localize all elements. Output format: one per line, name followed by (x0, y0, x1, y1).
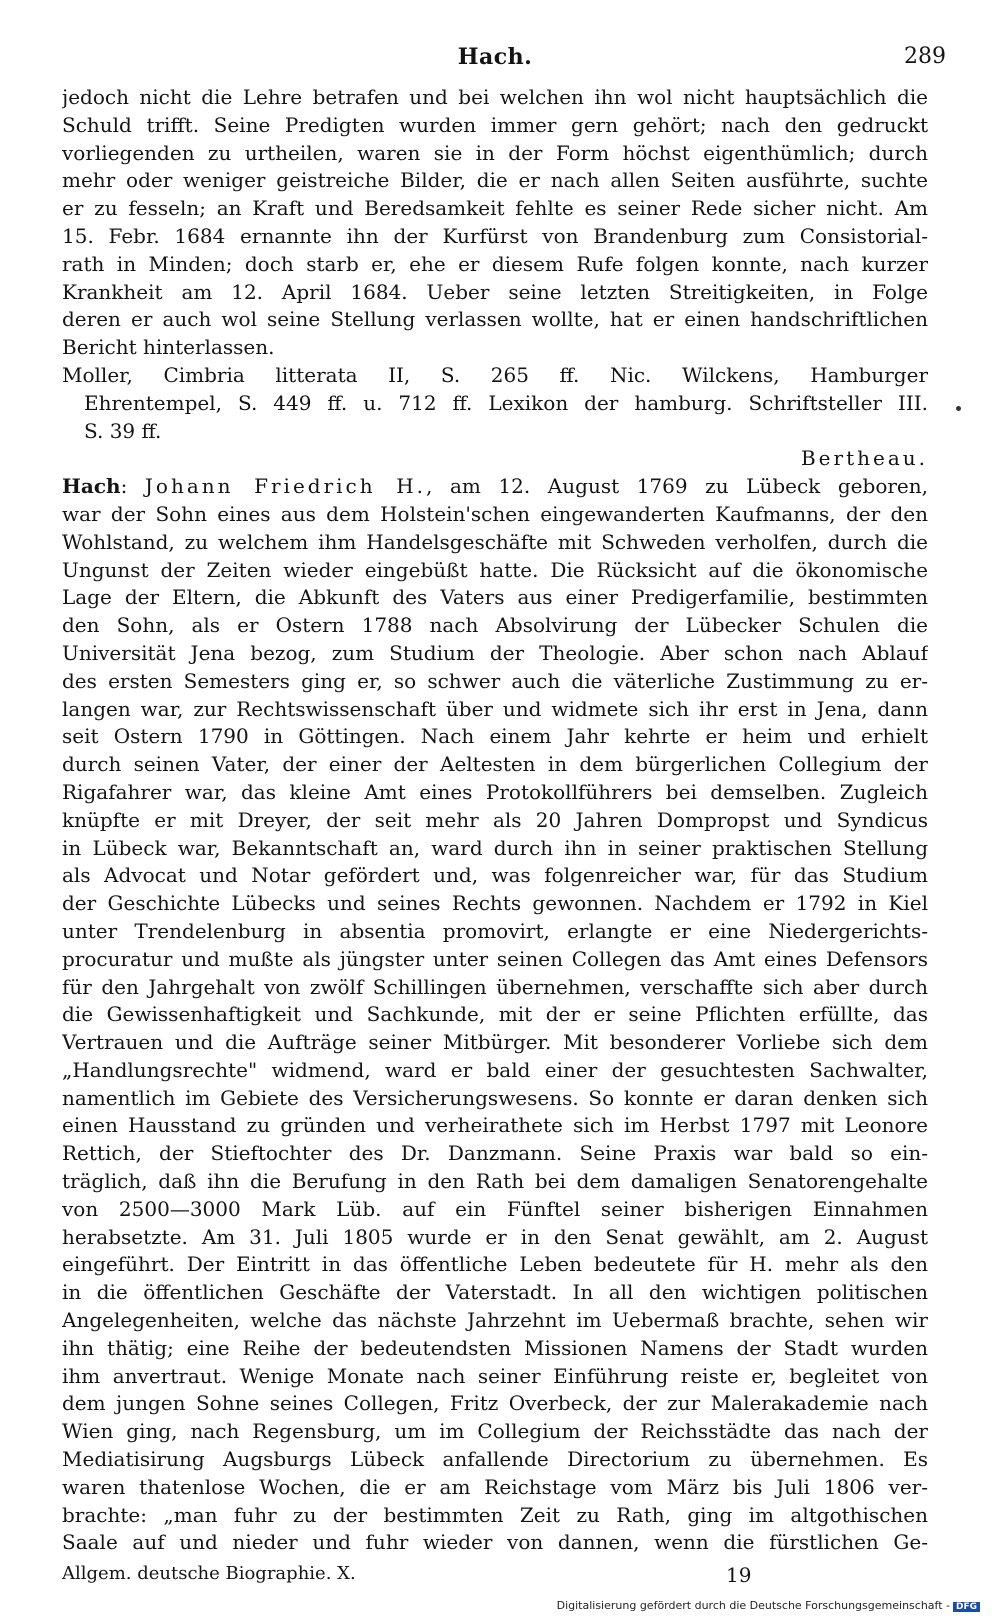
reference-line (62, 418, 928, 446)
text-line: seit Ostern 1790 in Göttingen. Nach einem Jahr kehrte er heim und erhielt (62, 724, 928, 749)
page-header (62, 36, 946, 84)
text-line: Rettich, der Stieftochter des Dr. Danzmann. Seine Praxis war bald so ein- (62, 1141, 928, 1166)
text-line: mehr oder weniger geistreiche Bilder, die er nach allen Seiten ausführte, suchte (62, 168, 928, 193)
text-line: ihm anvertraut. Wenige Monate nach seiner Einführung reiste er, begleitet von (62, 1363, 928, 1388)
running-head: Hach. (457, 44, 533, 70)
paragraph-hach-biography (62, 501, 928, 1557)
footer-publication: Allgem. deutsche Biographie. X. (62, 1563, 356, 1585)
text-line: Vertrauen und die Aufträge seiner Mitbürger. Mit besonderer Vorliebe sich dem (62, 1030, 928, 1055)
dfg-logo: DFG (953, 1602, 980, 1612)
margin-mark (956, 406, 961, 411)
text-line: für den Jahrgehalt von zwölf Schillingen übernehmen, verschaffte sich aber durch (62, 974, 928, 999)
text-line: vorliegenden zu urtheilen, waren sie in der Form höchst eigenthümlich; durch (62, 140, 928, 165)
author-signature: Bertheau. (800, 446, 928, 471)
text-line: Saale auf und nieder und fuhr wieder von dannen, wenn die fürstlichen Ge- (62, 1530, 928, 1555)
references (62, 362, 928, 473)
text-line: als Advocat und Notar gefördert und, was folgenreicher war, für das Studium (62, 863, 928, 888)
text-line: waren thatenlose Wochen, die er am Reichstage vom März bis Juli 1806 ver- (62, 1474, 928, 1499)
text-line: er zu fesseln; an Kraft und Beredsamkeit fehlte es seiner Rede sicher nicht. Am (62, 196, 928, 221)
entry-heading-line: Hach: Johann Friedrich H., am 12. August 1769 zu Lübeck geboren, (62, 474, 928, 499)
text-line: unter Trendelenburg in absentia promovirt, erlangte er eine Niedergerichts- (62, 918, 928, 943)
text-line: „Handlungsrechte" widmend, ward er bald einer der gesuchtesten Sachwalter, (62, 1057, 928, 1082)
document-page (62, 36, 946, 1595)
text-line: 15. Febr. 1684 ernannte ihn der Kurfürst von Brandenburg zum Consistorial- (62, 223, 928, 248)
entry-first-line: , am 12. August 1769 zu Lübeck geboren, (426, 474, 928, 499)
text-line: deren er auch wol seine Stellung verlassen wollte, hat er einen handschriftlichen (62, 307, 928, 332)
text-line: Bericht hinterlassen. (62, 335, 275, 360)
text-line: Angelegenheiten, welche das nächste Jahrzehnt im Uebermaß brachte, sehen wir (62, 1308, 928, 1333)
text-line: einen Hausstand zu gründen und verheirathete sich im Herbst 1797 mit Leonore (62, 1113, 928, 1138)
text-line: Rigafahrer war, das kleine Amt eines Protokollführers bei demselben. Zugleich (62, 779, 928, 804)
text-line: durch seinen Vater, der einer der Aeltesten in dem bürgerlichen Collegium der (62, 752, 928, 777)
text-line: Krankheit am 12. April 1684. Ueber seine letzten Streitigkeiten, in Folge (62, 279, 928, 304)
paragraph-previous-entry (62, 84, 928, 362)
text-line: ihn thätig; eine Reihe der bedeutendsten Missionen Namens der Stadt wurden (62, 1335, 928, 1360)
text-line: Wien ging, nach Regensburg, um im Collegium der Reichsstädte das nach der (62, 1419, 928, 1444)
text-line: rath in Minden; doch starb er, ehe er diesem Rufe folgen konnte, nach kurzer (62, 251, 928, 276)
text-line: herabsetzte. Am 31. Juli 1805 wurde er in den Senat gewählt, am 2. August (62, 1224, 928, 1249)
text-line: des ersten Semesters ging er, so schwer auch die väterliche Zustimmung zu er- (62, 668, 928, 693)
text-line: dem jungen Sohne seines Collegen, Fritz Overbeck, der zur Malerakademie nach (62, 1391, 928, 1416)
page-number: 289 (904, 44, 946, 69)
text-line: procuratur und mußte als jüngster unter seinen Collegen das Amt eines Defensors (62, 946, 928, 971)
text-line: Mediatisirung Augsburgs Lübeck anfallende Directorium zu übernehmen. Es (62, 1447, 928, 1472)
text-line: Universität Jena bezog, zum Studium der Theologie. Aber schon nach Ablauf (62, 640, 928, 665)
entry-lemma: Hach (62, 474, 121, 499)
text-line: namentlich im Gebiete des Versicherungswesens. So konnte er daran denken sich (62, 1085, 928, 1110)
text-line: träglich, daß ihn die Berufung in den Rath bei dem damaligen Senatorengehalte (62, 1169, 928, 1194)
reference-author (62, 445, 928, 473)
text-line: Wohlstand, zu welchem ihm Handelsgeschäfte mit Schweden verholfen, durch die (62, 529, 928, 554)
text-line: in die öffentlichen Geschäfte der Vaterstadt. In all den wichtigen politischen (62, 1280, 928, 1305)
reference-line: Moller, Cimbria litterata II, S. 265 ff. Nic. Wilckens, Hamburger (62, 362, 928, 387)
text-line: knüpfte er mit Dreyer, der seit mehr als 20 Jahren Dompropst und Syndicus (62, 807, 928, 832)
text-line: den Sohn, als er Ostern 1788 nach Absolvirung der Lübecker Schulen die (62, 613, 928, 638)
text-line: Schuld trifft. Seine Predigten wurden immer gern gehört; nach den gedruckt (62, 112, 928, 137)
text-line: jedoch nicht die Lehre betrafen und bei welchen ihn wol nicht hauptsächlich die (62, 85, 928, 109)
entry-name: Johann Friedrich H. (144, 474, 427, 499)
text-line: in Lübeck war, Bekanntschaft an, ward durch ihn in seiner praktischen Stellung (62, 835, 928, 860)
text-line: war der Sohn eines aus dem Holstein'schen eingewanderten Kaufmanns, der den (62, 501, 928, 526)
page-footer (62, 1563, 928, 1595)
text-line: langen war, zur Rechtswissenschaft über und widmete sich ihr erst in Jena, dann (62, 696, 928, 721)
text-line: Ungunst der Zeiten wieder eingebüßt hatte. Die Rücksicht auf die ökonomische (62, 557, 928, 582)
text-line: brachte: „man fuhr zu der bestimmten Zeit zu Rath, ging im altgothischen (62, 1502, 928, 1527)
text-line: die Gewissenhaftigkeit und Sachkunde, mit der er seine Pflichten erfüllte, das (62, 1002, 928, 1027)
reference-line: Ehrentempel, S. 449 ff. u. 712 ff. Lexikon der hamburg. Schriftsteller III. (84, 390, 928, 415)
sheet-signature: 19 (726, 1563, 752, 1588)
text-line: der Geschichte Lübecks und seines Rechts gewonnen. Nachdem er 1792 in Kiel (62, 891, 928, 916)
body-text (62, 84, 928, 1557)
credit-text: Digitalisierung gefördert durch die Deutsche Forschungsgemeinschaft - (556, 1599, 950, 1612)
digitization-credit (557, 1599, 980, 1612)
reference-text: S. 39 ff. (84, 418, 162, 443)
text-line: von 2500—3000 Mark Lüb. auf ein Fünftel seiner bisherigen Einnahmen (62, 1196, 928, 1221)
text-line: eingeführt. Der Eintritt in das öffentliche Leben bedeutete für H. mehr als den (62, 1252, 928, 1277)
text-line: Lage der Eltern, die Abkunft des Vaters aus einer Predigerfamilie, bestimmten (62, 585, 928, 610)
